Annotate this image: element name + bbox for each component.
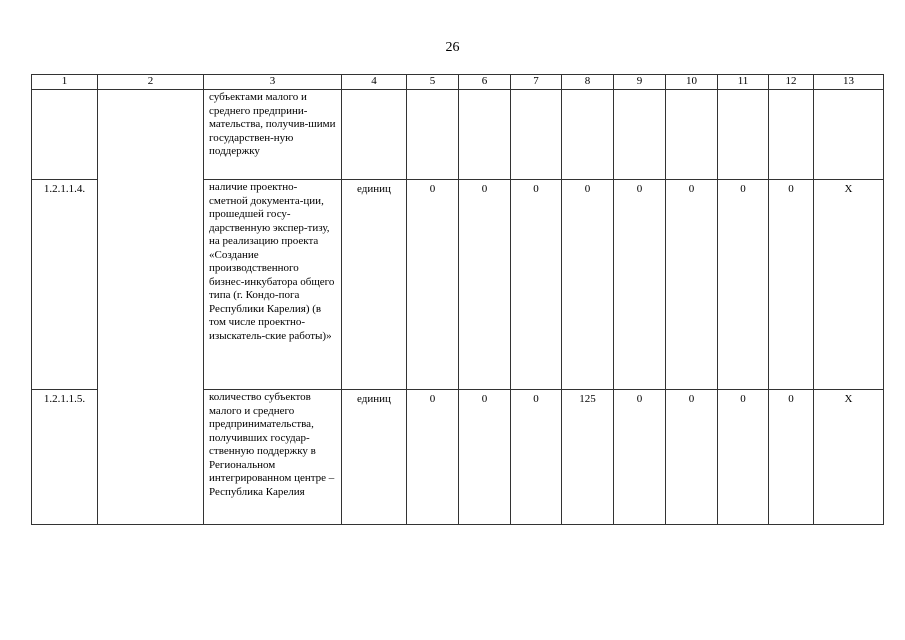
merged-cell-column-2	[98, 90, 204, 525]
last-cell: Х	[814, 390, 884, 525]
value-cell	[407, 90, 459, 180]
value-cell: 0	[718, 180, 769, 390]
value-cell: 0	[666, 180, 718, 390]
value-cell	[614, 90, 666, 180]
value-cell: 125	[562, 390, 614, 525]
unit-cell: единиц	[342, 390, 407, 525]
value-cell: 0	[614, 390, 666, 525]
column-header: 7	[511, 75, 562, 90]
value-cell: 0	[718, 390, 769, 525]
value-cell: 0	[407, 180, 459, 390]
row-id: 1.2.1.1.5.	[32, 390, 98, 525]
column-header: 8	[562, 75, 614, 90]
column-header: 9	[614, 75, 666, 90]
value-cell: 0	[666, 390, 718, 525]
value-cell	[511, 90, 562, 180]
last-cell: Х	[814, 180, 884, 390]
column-header: 4	[342, 75, 407, 90]
indicators-table	[31, 74, 884, 525]
value-cell: 0	[614, 180, 666, 390]
unit-cell: единиц	[342, 180, 407, 390]
indicator-name: наличие проектно-сметной документа-ции, прошедшей госу-дарственную экспер-тизу, на реализацию проекта «Создание производственного бизнес-инкубатора общего типа (г. Кондо-пога Республики Карелия) (в том числе проектно-изыскатель-ские работы)»	[204, 180, 342, 390]
value-cell: 0	[407, 390, 459, 525]
column-header: 10	[666, 75, 718, 90]
indicator-name: субъектами малого и среднего предприни-мательства, получив-шими государствен-ную поддержку	[204, 90, 342, 180]
value-cell	[769, 90, 814, 180]
page-number: 26	[445, 40, 460, 55]
last-cell	[814, 90, 884, 180]
value-cell: 0	[459, 180, 511, 390]
column-header: 5	[407, 75, 459, 90]
row-id: 1.2.1.1.4.	[32, 180, 98, 390]
value-cell: 0	[459, 390, 511, 525]
column-header: 6	[459, 75, 511, 90]
value-cell: 0	[511, 180, 562, 390]
unit-cell	[342, 90, 407, 180]
value-cell: 0	[769, 180, 814, 390]
value-cell: 0	[511, 390, 562, 525]
row-id	[32, 90, 98, 180]
value-cell	[666, 90, 718, 180]
column-header: 2	[98, 75, 204, 90]
value-cell: 0	[769, 390, 814, 525]
indicator-name: количество субъектов малого и среднего предпринимательства, получивших государ-ственную поддержку в Региональном интегрированном центре – Республика Карелия	[204, 390, 342, 525]
column-header: 13	[814, 75, 884, 90]
value-cell	[562, 90, 614, 180]
value-cell	[718, 90, 769, 180]
value-cell: 0	[562, 180, 614, 390]
column-header: 11	[718, 75, 769, 90]
value-cell	[459, 90, 511, 180]
table-header-row	[32, 75, 884, 90]
table-row	[32, 90, 884, 180]
column-header: 12	[769, 75, 814, 90]
column-header: 3	[204, 75, 342, 90]
column-header: 1	[32, 75, 98, 90]
